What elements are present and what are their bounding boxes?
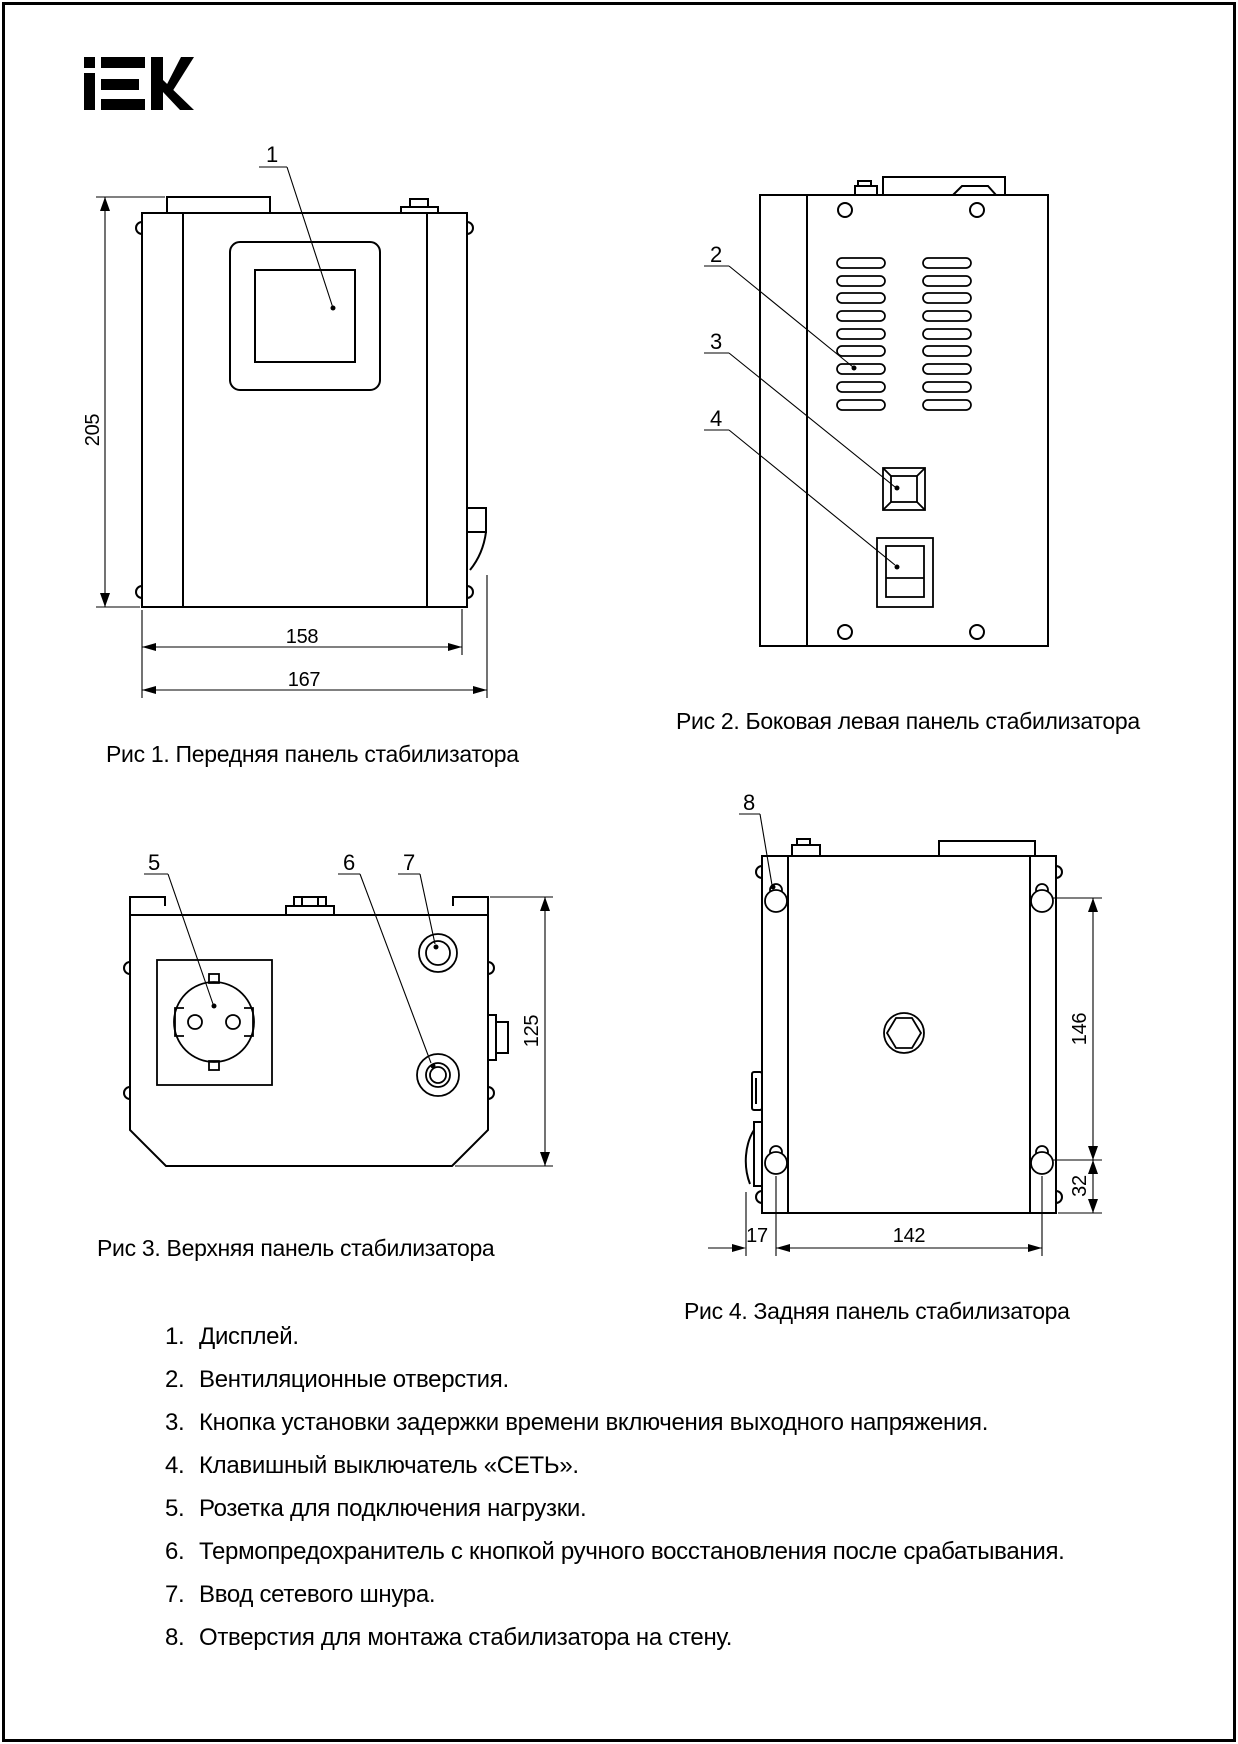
fig3-callout-thermal-fuse: 6 bbox=[343, 850, 355, 875]
fig4-dim-142: 142 bbox=[892, 1225, 926, 1247]
fig2-side-panel-drawing bbox=[704, 177, 1048, 646]
fig3-cord-entry bbox=[419, 934, 457, 972]
legend-item-number: 1. bbox=[165, 1323, 185, 1350]
screw-hole bbox=[970, 203, 984, 217]
legend-item-number: 3. bbox=[165, 1409, 185, 1436]
fig4-callout-mount-holes: 8 bbox=[743, 790, 755, 815]
fig3-body bbox=[124, 897, 508, 1166]
legend-item-text: Отверстия для монтажа стабилизатора на стену. bbox=[199, 1624, 733, 1651]
legend-item bbox=[165, 1453, 1155, 1478]
screw-hole bbox=[838, 203, 852, 217]
fig4-hex-bolt bbox=[884, 1013, 924, 1053]
fig1-dimensions bbox=[96, 167, 487, 698]
fig2-vent-slots bbox=[837, 258, 971, 410]
fig4-dim-146: 146 bbox=[1069, 1012, 1091, 1046]
side-connector bbox=[488, 1015, 496, 1060]
socket-pin-hole bbox=[188, 1015, 202, 1029]
screw-hole bbox=[970, 625, 984, 639]
socket-pin-hole bbox=[226, 1015, 240, 1029]
fig1-dim-205: 205 bbox=[82, 413, 104, 447]
legend-item-number: 6. bbox=[165, 1538, 185, 1565]
legend-item bbox=[165, 1367, 1155, 1392]
fig4-dim-17: 17 bbox=[746, 1225, 768, 1247]
fig1-side-switch-profile bbox=[467, 508, 486, 570]
fig4-back-panel-drawing bbox=[708, 814, 1102, 1256]
fig1-callout-display: 1 bbox=[266, 142, 278, 167]
fig1-front-panel-drawing bbox=[96, 167, 487, 698]
legend-item bbox=[165, 1625, 1155, 1650]
legend-item-number: 5. bbox=[165, 1495, 185, 1522]
fig3-dim-125: 125 bbox=[521, 1014, 543, 1048]
fig4-mounting-keyholes bbox=[765, 884, 1053, 1174]
fig1-caption: Рис 1. Передняя панель стабилизатора bbox=[106, 741, 519, 767]
fig3-callout-cord-entry: 7 bbox=[403, 850, 415, 875]
fig3-callout-socket: 5 bbox=[148, 850, 160, 875]
legend-item bbox=[165, 1539, 1155, 1564]
fig4-body bbox=[746, 839, 1062, 1213]
fig2-caption: Рис 2. Боковая левая панель стабилизатора bbox=[676, 708, 1140, 734]
fig2-callout-power-switch: 4 bbox=[710, 406, 722, 431]
fig2-callout-vents: 2 bbox=[710, 242, 722, 267]
socket-ground-clips bbox=[175, 1008, 253, 1036]
fig3-load-socket bbox=[157, 960, 272, 1085]
fig4-caption: Рис 4. Задняя панель стабилизатора bbox=[684, 1298, 1070, 1324]
fig3-caption: Рис 3. Верхняя панель стабилизатора bbox=[97, 1235, 495, 1261]
fig2-body bbox=[760, 177, 1048, 646]
parts-legend bbox=[165, 1324, 1155, 1668]
legend-item-text: Клавишный выключатель «СЕТЬ». bbox=[199, 1452, 579, 1479]
side-switch-profile bbox=[746, 1122, 762, 1186]
legend-item bbox=[165, 1410, 1155, 1435]
legend-item-number: 8. bbox=[165, 1624, 185, 1651]
fig1-dim-158: 158 bbox=[285, 626, 319, 648]
legend-item bbox=[165, 1582, 1155, 1607]
callout-1-leader bbox=[259, 167, 333, 308]
fig4-dimensions bbox=[708, 814, 1102, 1256]
fig3-dimensions bbox=[144, 874, 553, 1166]
fig1-body bbox=[136, 197, 473, 607]
legend-item-text: Дисплей. bbox=[199, 1323, 299, 1350]
screw-hole bbox=[838, 625, 852, 639]
legend-item-text: Ввод сетевого шнура. bbox=[199, 1581, 436, 1608]
fig2-callout-delay-button: 3 bbox=[710, 329, 722, 354]
callout-6-leader bbox=[338, 874, 431, 1063]
legend-item-text: Розетка для подключения нагрузки. bbox=[199, 1495, 587, 1522]
legend-item bbox=[165, 1496, 1155, 1521]
fig4-dim-32: 32 bbox=[1069, 1175, 1091, 1197]
fig3-thermal-fuse bbox=[417, 1054, 459, 1096]
legend-item bbox=[165, 1324, 1155, 1349]
legend-item-text: Кнопка установки задержки времени включения выходного напряжения. bbox=[199, 1409, 989, 1436]
fig1-display bbox=[230, 242, 380, 390]
legend-item-text: Вентиляционные отверстия. bbox=[199, 1366, 509, 1393]
fig2-delay-button bbox=[883, 468, 925, 510]
callout-7-leader bbox=[398, 874, 435, 944]
side-connector bbox=[496, 1022, 508, 1053]
legend-item-number: 2. bbox=[165, 1366, 185, 1393]
fig2-power-switch bbox=[877, 538, 933, 607]
legend-item-number: 4. bbox=[165, 1452, 185, 1479]
fig1-dim-167: 167 bbox=[287, 669, 321, 691]
legend-item-text: Термопредохранитель с кнопкой ручного восстановления после срабатывания. bbox=[199, 1538, 1065, 1565]
fig3-top-panel-drawing bbox=[124, 874, 553, 1166]
legend-item-number: 7. bbox=[165, 1581, 185, 1608]
